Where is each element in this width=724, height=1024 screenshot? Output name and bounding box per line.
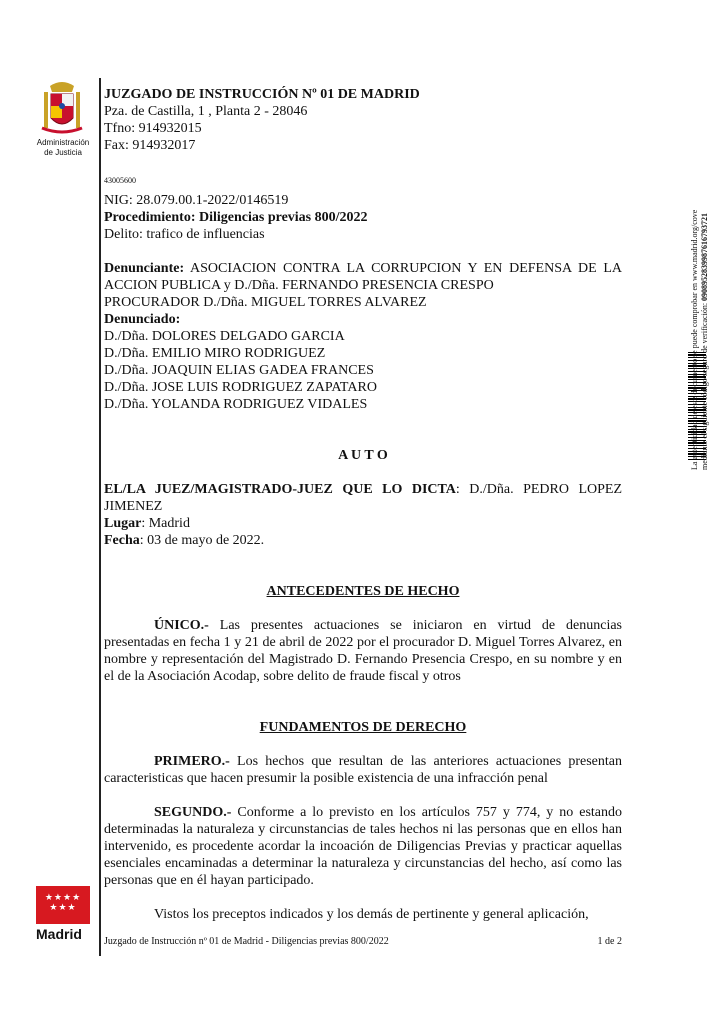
- accused-item: D./Dña. DOLORES DELGADO GARCIA: [104, 329, 345, 344]
- coat-of-arms-icon: [36, 80, 88, 140]
- margin-rule: [99, 78, 101, 956]
- procedure: Procedimiento: Diligencias previas 800/2022: [104, 210, 368, 225]
- fundamentos-heading: FUNDAMENTOS DE DERECHO: [259, 720, 467, 735]
- vistos-paragraph: Vistos los preceptos indicados y los demás de pertinente y general aplicación,: [154, 907, 589, 922]
- segundo-paragraph: SEGUNDO.- Conforme a lo previsto en los artículos 757 y 774, y no estando determinadas la naturaleza y circunstancias de tales hechos ni las personas que en ellos han intervenido, es procedente acordar la incoación de Diligencias Previas y practicar aquellas esenciales encaminadas a determinar la naturaleza y circunstancias del hecho, así como las personas que en él hayan participado.: [104, 805, 622, 888]
- madrid-logo-word: Madrid: [36, 926, 82, 942]
- unico-paragraph: ÚNICO.- Las presentes actuaciones se iniciaron en virtud de denuncias presentadas en fecha 1 y 21 de abril de 2022 por el procurador D. Miguel Torres Alvarez, en nombre y representación del Magistrado D. Fernando Presencia Crespo, en su nombre y en el de la Asociación Acodap, sobre delito de fraude fiscal y otros: [104, 618, 622, 684]
- case-code: 43005600: [104, 176, 136, 185]
- plaintiff: Denunciante: ASOCIACION CONTRA LA CORRUPCION Y EN DEFENSA DE LA ACCION PUBLICA y D./Dña. FERNANDO PRESENCIA CRESPO: [104, 261, 622, 293]
- judge: EL/LA JUEZ/MAGISTRADO-JUEZ QUE LO DICTA: D./Dña. PEDRO LOPEZ JIMENEZ: [104, 482, 623, 514]
- court-name: JUZGADO DE INSTRUCCIÓN Nº 01 DE MADRID: [104, 87, 420, 102]
- date: Fecha: 03 de mayo de 2022.: [104, 533, 265, 548]
- court-fax: Fax: 914932017: [104, 138, 196, 153]
- document-body: [104, 86, 622, 923]
- court-phone: Tfno: 914932015: [104, 121, 202, 136]
- page-number: 1 de 2: [597, 936, 622, 947]
- court-address: Pza. de Castilla, 1 , Planta 2 - 28046: [104, 104, 308, 119]
- accused-label: Denunciado:: [104, 312, 181, 327]
- accused-item: D./Dña. JOSE LUIS RODRIGUEZ ZAPATARO: [104, 380, 377, 395]
- accused-item: D./Dña. EMILIO MIRO RODRIGUEZ: [104, 346, 326, 361]
- footer-left: Juzgado de Instrucción nº 01 de Madrid - Diligencias previas 800/2022: [104, 936, 389, 947]
- page-footer: [104, 936, 622, 948]
- madrid-logo-icon: ★★★★ ★★★: [36, 886, 90, 924]
- auto-title: A U T O: [338, 448, 388, 463]
- crime: Delito: trafico de influencias: [104, 227, 265, 242]
- accused-item: D./Dña. YOLANDA RODRIGUEZ VIDALES: [104, 397, 368, 412]
- nig: NIG: 28.079.00.1-2022/0146519: [104, 193, 289, 208]
- primero-paragraph: PRIMERO.- Los hechos que resultan de las anteriores actuaciones presentan caracteristicas que hacen presumir la posible existencia de una infracción penal: [104, 754, 622, 786]
- administracion-label: Administración de Justicia: [36, 138, 90, 157]
- procurator: PROCURADOR D./Dña. MIGUEL TORRES ALVAREZ: [104, 295, 427, 310]
- place: Lugar: Madrid: [104, 516, 190, 531]
- accused-item: D./Dña. JOAQUIN ELIAS GADEA FRANCES: [104, 363, 374, 378]
- antecedentes-heading: ANTECEDENTES DE HECHO: [266, 584, 460, 599]
